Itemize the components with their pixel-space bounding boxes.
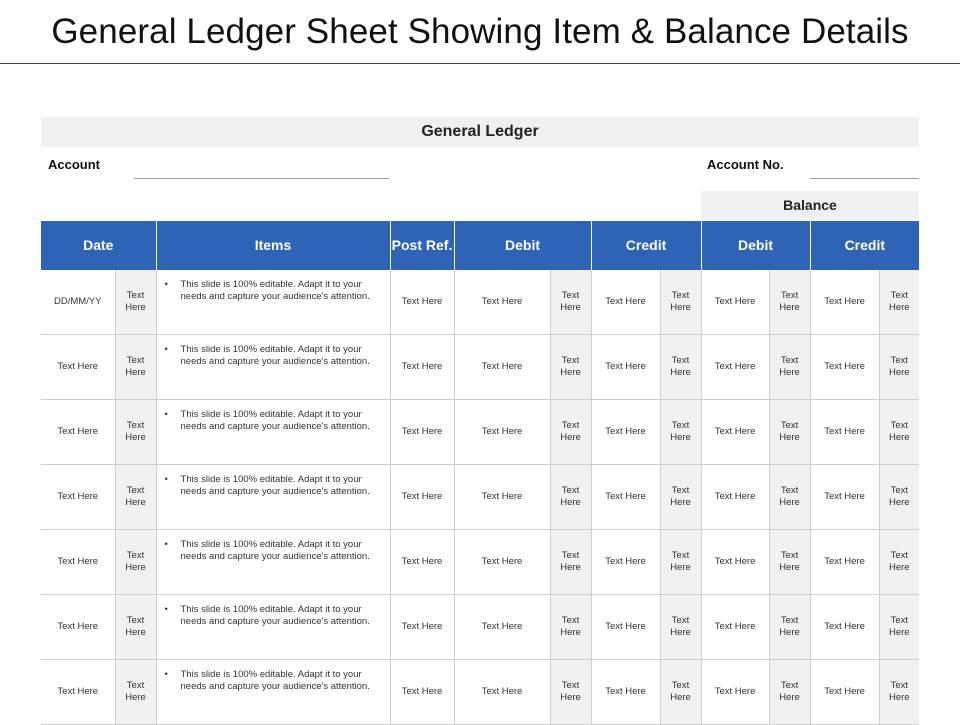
title-divider — [0, 63, 960, 64]
col-date: Date — [41, 221, 156, 270]
bullet-icon: • — [164, 279, 168, 290]
balance-credit-cell[interactable]: Text Here — [810, 660, 879, 725]
credit-sub-cell[interactable]: Text Here — [660, 270, 701, 335]
items-text: This slide is 100% editable. Adapt it to your needs and capture your audience's attention. — [180, 279, 370, 302]
credit-sub-cell[interactable]: Text Here — [660, 595, 701, 660]
col-debit: Debit — [454, 221, 591, 270]
date-cell[interactable]: Text Here — [41, 530, 115, 595]
balance-debit-cell[interactable]: Text Here — [701, 595, 769, 660]
items-cell[interactable] — [156, 465, 390, 530]
ledger-body — [41, 270, 919, 725]
date-cell[interactable]: Text Here — [41, 465, 115, 530]
debit-cell[interactable]: Text Here — [454, 660, 550, 725]
col-post-ref: Post Ref. — [390, 221, 454, 270]
debit-sub-cell[interactable]: Text Here — [550, 465, 591, 530]
credit-sub-cell[interactable]: Text Here — [660, 465, 701, 530]
date-cell[interactable]: Text Here — [41, 400, 115, 465]
date-sub-cell[interactable]: Text Here — [115, 335, 156, 400]
credit-cell[interactable]: Text Here — [591, 530, 660, 595]
items-text: This slide is 100% editable. Adapt it to your needs and capture your audience's attention. — [180, 474, 370, 497]
items-cell[interactable] — [156, 400, 390, 465]
debit-cell[interactable]: Text Here — [454, 335, 550, 400]
items-text: This slide is 100% editable. Adapt it to your needs and capture your audience's attention. — [180, 669, 370, 692]
debit-sub-cell[interactable]: Text Here — [550, 595, 591, 660]
date-cell[interactable]: Text Here — [41, 660, 115, 725]
credit-cell[interactable]: Text Here — [591, 400, 660, 465]
balance-debit-sub-cell[interactable]: Text Here — [769, 335, 810, 400]
table-row — [41, 530, 919, 595]
credit-cell[interactable]: Text Here — [591, 335, 660, 400]
balance-debit-sub-cell[interactable]: Text Here — [769, 595, 810, 660]
items-cell[interactable] — [156, 530, 390, 595]
balance-debit-cell[interactable]: Text Here — [701, 335, 769, 400]
post-ref-cell[interactable]: Text Here — [390, 400, 454, 465]
balance-credit-sub-cell[interactable]: Text Here — [879, 595, 919, 660]
table-row — [41, 270, 919, 335]
account-no-field[interactable] — [810, 178, 919, 179]
balance-credit-sub-cell[interactable]: Text Here — [879, 400, 919, 465]
table-row — [41, 660, 919, 725]
balance-credit-cell[interactable]: Text Here — [810, 465, 879, 530]
bullet-icon: • — [164, 604, 168, 615]
account-no-label: Account No. — [707, 157, 784, 172]
balance-debit-sub-cell[interactable]: Text Here — [769, 270, 810, 335]
col-items: Items — [156, 221, 390, 270]
date-sub-cell[interactable]: Text Here — [115, 270, 156, 335]
balance-credit-sub-cell[interactable]: Text Here — [879, 465, 919, 530]
balance-debit-cell[interactable]: Text Here — [701, 660, 769, 725]
items-text: This slide is 100% editable. Adapt it to your needs and capture your audience's attention. — [180, 344, 370, 367]
date-cell[interactable]: DD/MM/YY — [41, 270, 115, 335]
items-text: This slide is 100% editable. Adapt it to your needs and capture your audience's attention. — [180, 409, 370, 432]
items-cell[interactable] — [156, 335, 390, 400]
table-row — [41, 595, 919, 660]
bullet-icon: • — [164, 669, 168, 680]
credit-cell[interactable]: Text Here — [591, 595, 660, 660]
balance-credit-cell[interactable]: Text Here — [810, 530, 879, 595]
ledger-table — [41, 221, 919, 725]
bullet-icon: • — [164, 474, 168, 485]
debit-cell[interactable]: Text Here — [454, 400, 550, 465]
debit-cell[interactable]: Text Here — [454, 595, 550, 660]
items-cell[interactable] — [156, 660, 390, 725]
balance-debit-sub-cell[interactable]: Text Here — [769, 465, 810, 530]
balance-credit-cell[interactable]: Text Here — [810, 595, 879, 660]
ledger-title: General Ledger — [41, 117, 919, 147]
debit-cell[interactable]: Text Here — [454, 530, 550, 595]
credit-cell[interactable]: Text Here — [591, 660, 660, 725]
balance-credit-sub-cell[interactable]: Text Here — [879, 530, 919, 595]
balance-credit-sub-cell[interactable]: Text Here — [879, 270, 919, 335]
table-row — [41, 465, 919, 530]
balance-credit-cell[interactable]: Text Here — [810, 270, 879, 335]
post-ref-cell[interactable]: Text Here — [390, 465, 454, 530]
date-sub-cell[interactable]: Text Here — [115, 400, 156, 465]
account-field[interactable] — [134, 178, 389, 179]
col-credit: Credit — [591, 221, 701, 270]
balance-debit-sub-cell[interactable]: Text Here — [769, 660, 810, 725]
items-cell[interactable] — [156, 270, 390, 335]
header-row — [41, 221, 919, 270]
bullet-icon: • — [164, 409, 168, 420]
balance-group-header: Balance — [701, 191, 919, 220]
col-balance-debit: Debit — [701, 221, 810, 270]
date-sub-cell[interactable]: Text Here — [115, 660, 156, 725]
account-label: Account — [48, 157, 100, 172]
items-cell[interactable] — [156, 595, 390, 660]
balance-credit-sub-cell[interactable]: Text Here — [879, 335, 919, 400]
items-text: This slide is 100% editable. Adapt it to your needs and capture your audience's attention. — [180, 604, 370, 627]
credit-sub-cell[interactable]: Text Here — [660, 400, 701, 465]
date-sub-cell[interactable]: Text Here — [115, 530, 156, 595]
balance-credit-cell[interactable]: Text Here — [810, 400, 879, 465]
balance-credit-cell[interactable]: Text Here — [810, 335, 879, 400]
bullet-icon: • — [164, 344, 168, 355]
slide-title: General Ledger Sheet Showing Item & Balance Details — [51, 12, 909, 51]
balance-debit-cell[interactable]: Text Here — [701, 465, 769, 530]
date-sub-cell[interactable]: Text Here — [115, 465, 156, 530]
balance-credit-sub-cell[interactable]: Text Here — [879, 660, 919, 725]
debit-sub-cell[interactable]: Text Here — [550, 530, 591, 595]
post-ref-cell[interactable]: Text Here — [390, 595, 454, 660]
date-sub-cell[interactable]: Text Here — [115, 595, 156, 660]
balance-debit-sub-cell[interactable]: Text Here — [769, 400, 810, 465]
credit-sub-cell[interactable]: Text Here — [660, 335, 701, 400]
balance-debit-sub-cell[interactable]: Text Here — [769, 530, 810, 595]
bullet-icon: • — [164, 539, 168, 550]
items-text: This slide is 100% editable. Adapt it to your needs and capture your audience's attention. — [180, 539, 370, 562]
debit-sub-cell[interactable]: Text Here — [550, 335, 591, 400]
credit-sub-cell[interactable]: Text Here — [660, 660, 701, 725]
balance-debit-cell[interactable]: Text Here — [701, 270, 769, 335]
date-cell[interactable]: Text Here — [41, 595, 115, 660]
debit-sub-cell[interactable]: Text Here — [550, 400, 591, 465]
debit-sub-cell[interactable]: Text Here — [550, 270, 591, 335]
post-ref-cell[interactable]: Text Here — [390, 335, 454, 400]
post-ref-cell[interactable]: Text Here — [390, 530, 454, 595]
debit-cell[interactable]: Text Here — [454, 465, 550, 530]
debit-sub-cell[interactable]: Text Here — [550, 660, 591, 725]
table-row — [41, 335, 919, 400]
col-balance-credit: Credit — [810, 221, 919, 270]
date-cell[interactable]: Text Here — [41, 335, 115, 400]
post-ref-cell[interactable]: Text Here — [390, 660, 454, 725]
debit-cell[interactable]: Text Here — [454, 270, 550, 335]
balance-debit-cell[interactable]: Text Here — [701, 530, 769, 595]
credit-cell[interactable]: Text Here — [591, 465, 660, 530]
credit-sub-cell[interactable]: Text Here — [660, 530, 701, 595]
post-ref-cell[interactable]: Text Here — [390, 270, 454, 335]
balance-debit-cell[interactable]: Text Here — [701, 400, 769, 465]
table-row — [41, 400, 919, 465]
credit-cell[interactable]: Text Here — [591, 270, 660, 335]
